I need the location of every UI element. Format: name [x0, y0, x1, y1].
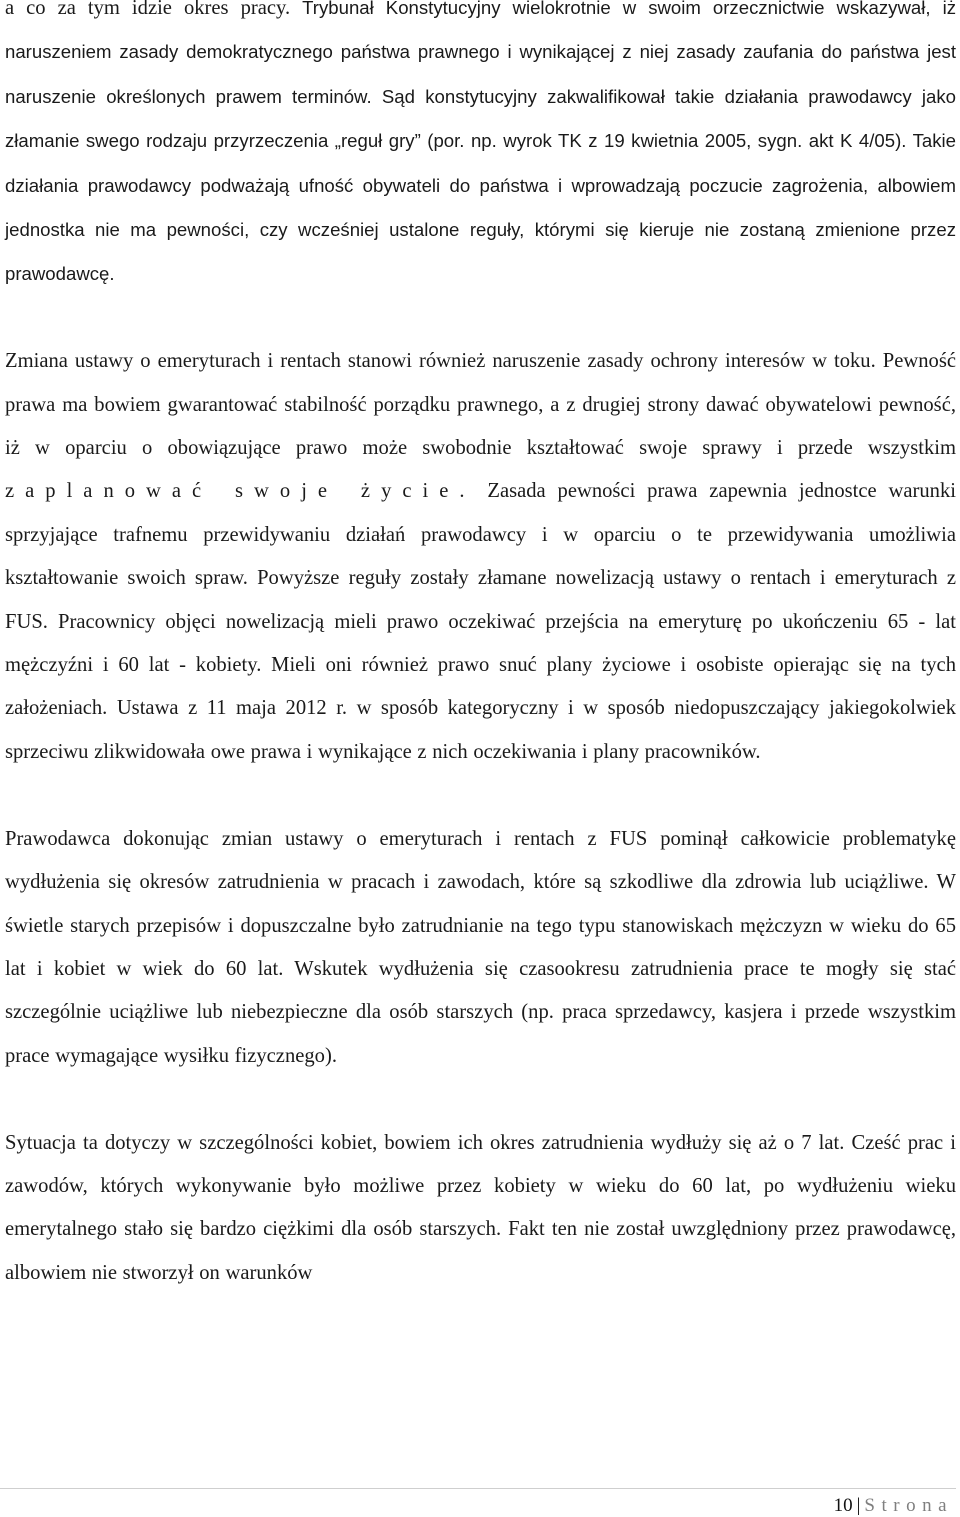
paragraph-1-segment-3: Takie działania prawodawcy podważają ufność obywateli do państwa i wprowadzają poczucie zagrożenia, albowiem jednostka nie ma pewności, czy wcześniej ustalone reguły, którymi się kieruje nie zostaną zmienione przez prawodawcę. — [5, 130, 956, 285]
paragraph-1-segment-2: Trybunał Konstytucyjny wielokrotnie w swoim orzecznictwie wskazywał, iż naruszeniem zasady demokratycznego państwa prawnego i wynikającej z niej zasady zaufania do państwa jest naruszenie określonych prawem terminów. Sąd konstytucyjny zakwalifikował takie działania prawodawcy jako złamanie swego rodzaju przyrzeczenia „reguł gry” (por. np. wyrok TK z 19 kwietnia 2005, sygn. akt K 4/05). — [5, 0, 957, 152]
page-number: 10 — [833, 1495, 853, 1516]
paragraph-2-segment-1: Zmiana ustawy o emeryturach i rentach stanowi również naruszenie zasady ochrony interesów w toku. Pewność prawa ma bowiem gwarantować stabilność porządku prawnego, a z drugiej strony dawać obywatelowi pewność, iż w oparciu o obowiązujące prawo może swobodnie kształtować swoje sprawy i przede wszystkim — [5, 350, 956, 460]
paragraph-3 — [5, 818, 956, 1078]
paragraph-1-segment-1: a co za tym idzie okres pracy. — [5, 0, 303, 19]
document-body — [5, 0, 956, 1295]
page-separator: | — [856, 1495, 861, 1516]
paragraph-4 — [5, 1122, 956, 1296]
page-footer — [0, 1488, 956, 1516]
paragraph-3-segment-1: Prawodawca dokonując zmian ustawy o emeryturach i rentach z FUS pominął całkowicie problematykę wydłużenia się okresów zatrudnienia w pracach i zawodach, które są szkodliwe dla zdrowia lub uciążliwe. W świetle starych przepisów i dopuszczalne było zatrudnianie na tego typu stanowiskach mężczyzn w wieku do 65 lat i kobiet w wiek do 60 lat. Wskutek wydłużenia się czasookresu zatrudnienia prace te mogły się stać szczególnie uciążliwe lub niebezpieczne dla osób starszych (np. praca sprzedawcy, kasjera i przede wszystkim prace wymagające wysiłku fizycznego). — [5, 827, 956, 1067]
paragraph-2-spaced-phrase: zaplanować swoje życie. — [5, 480, 476, 503]
paragraph-1 — [5, 0, 956, 297]
paragraph-4-segment-1: Sytuacja ta dotyczy w szczególności kobiet, bowiem ich okres zatrudnienia wydłuży się aż o 7 lat. Cześć prac i zawodów, których wykonywanie było możliwe przez kobiety w wieku do 60 lat, po wydłużeniu wieku emerytalnego stało się bardzo ciężkimi dla osób starszych. Fakt ten nie został uwzględniony przez prawodawcę, albowiem nie stworzył on warunków — [5, 1131, 956, 1284]
paragraph-2 — [5, 340, 956, 774]
page-label: Strona — [864, 1495, 953, 1516]
page-footer-text — [834, 1495, 953, 1517]
paragraph-2-segment-3: Zasada pewności prawa zapewnia jednostce warunki sprzyjające trafnemu przewidywaniu działań prawodawcy i w oparciu o te przewidywania umożliwia kształtowanie swoich spraw. Powyższe reguły zostały złamane nowelizacją ustawy o rentach i emeryturach z FUS. Pracownicy objęci nowelizacją mieli prawo oczekiwać przejścia na emeryturę po ukończeniu 65 - lat mężczyźni i 60 lat - kobiety. Mieli oni również prawo snuć plany życiowe i osobiste opierając się na tych założeniach. Ustawa z 11 maja 2012 r. w sposób kategoryczny i w sposób niedopuszczający jakiegokolwiek sprzeciwu zlikwidowała owe prawa i wynikające z nich oczekiwania i plany pracowników. — [5, 480, 956, 763]
